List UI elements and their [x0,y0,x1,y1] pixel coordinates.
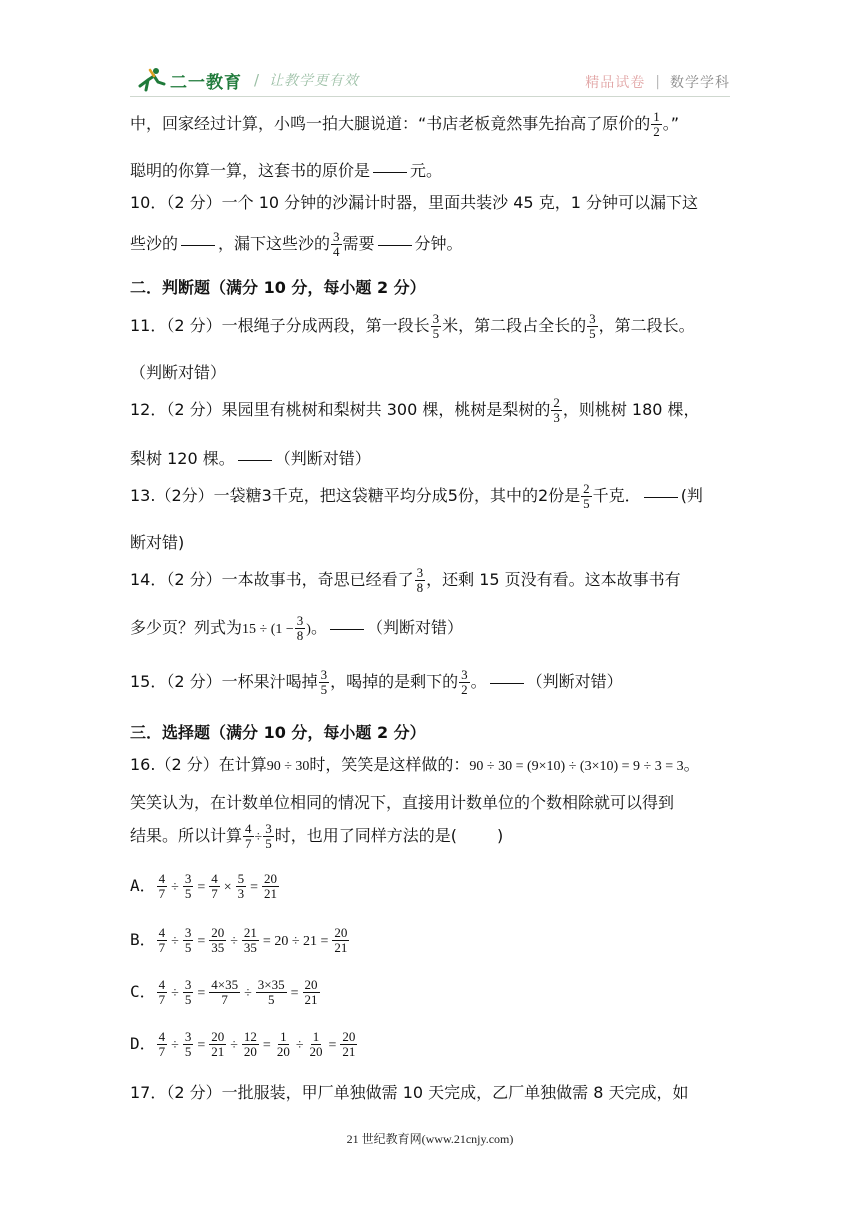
question-9-line-2 [130,158,442,181]
math-expression: 90 ÷ 30 = (9×10) ÷ (3×10) = 9 ÷ 3 = 3 [469,759,684,774]
answer-blank[interactable] [181,244,215,246]
math-operator: = [197,880,206,895]
fraction: $\frac{4\times 35}{7}$ [211,977,239,1007]
question-16-line-1 [130,752,700,775]
text: 千克． [592,486,641,505]
fraction: $\frac{1}{20}$ [309,1029,323,1059]
option-a[interactable] [130,872,280,901]
logo [136,66,359,94]
math-operator: = [250,880,259,895]
question-12-line-2 [130,446,371,469]
text: （判断对错） [366,618,463,637]
text: （判断对错） [526,672,623,691]
math-operator: ÷ [295,1038,304,1053]
header-right [585,72,730,92]
fraction: $\frac{20}{35}$ [211,925,225,955]
fraction: $\frac{4}{7}$ [158,1029,166,1059]
math-operator: ÷ [244,986,252,1001]
math-operator: ÷ [171,934,179,949]
text: 些沙的 [130,234,179,253]
divider: / [254,71,260,89]
fraction: $\frac{5}{3}$ [237,871,245,901]
question-13-line-2: 断对错) [130,533,185,552]
page-footer: 21 世纪教育网(www.21cnjy.com) [346,1132,514,1146]
text: ，喝掉的是剩下的 [330,672,459,691]
fraction: $\frac{2}{3}$ [553,395,560,425]
fraction: $\frac{3}{5}$ [320,667,328,697]
option-d[interactable] [130,1030,358,1059]
text: 梨树 120 棵。 [130,449,235,468]
math-operator: = 20 ÷ 21 = [262,934,329,949]
fraction: $\frac{4}{7}$ [158,871,166,901]
text: （判断对错） [274,449,371,468]
text: 。” [662,114,680,133]
text: ，漏下这些沙的 [218,234,331,253]
header-rule [130,96,730,97]
question-14-line-2 [130,614,463,643]
math-expression: 90 ÷ 30 [266,759,310,774]
fraction: $\frac{4}{7}$ [245,821,252,851]
math-expression: 15 ÷ (1 − [242,622,294,637]
brand-name: 二一教育 [170,72,242,93]
page-header [130,64,730,100]
question-12-line-1 [130,396,700,425]
question-14-line-1 [130,566,681,595]
fraction: $\frac{1}{2}$ [653,109,660,139]
answer-blank[interactable] [644,496,678,498]
text: 14．（2 分）一本故事书，奇思已经看了 [130,570,414,589]
math-operator: = [262,1038,271,1053]
text: 13.（2分）一袋糖3千克，把这袋糖平均分成5份，其中的2份是 [130,486,581,505]
text: 。 [683,755,700,774]
fraction: $\frac{3}{5}$ [432,311,440,341]
text: 12．（2 分）果园里有桃树和梨树共 300 棵，桃树是梨树的 [130,400,551,419]
question-11-line-1 [130,312,695,341]
text: 需要 [342,234,375,253]
text: 聪明的你算一算，这套书的原价是 [130,161,371,180]
text: 米，第二段占全长的 [442,316,587,335]
question-11-line-2: （判断对错） [130,363,227,382]
answer-blank[interactable] [490,682,524,684]
fraction: $\frac{2}{5}$ [583,481,590,511]
fraction: $\frac{3}{5}$ [265,821,272,851]
math-operator: = [197,986,206,1001]
math-operator: = [197,1038,206,1053]
header-label-premium: 精品试卷 [585,75,646,91]
fraction: $\frac{3}{4}$ [333,229,340,259]
fraction: $\frac{3}{8}$ [296,613,304,643]
text: 结果。所以计算 [130,826,243,845]
fraction: $\frac{3}{5}$ [184,977,192,1007]
text: 。 [310,618,327,637]
math-operator: ÷ [230,934,238,949]
question-17-line-1: 17．（2 分）一批服装，甲厂单独做需 10 天完成，乙厂单独做需 8 天完成，如 [130,1083,689,1102]
fraction: $\frac{20}{21}$ [264,871,278,901]
question-16-line-3 [130,822,503,851]
fraction: $\frac{12}{20}$ [243,1029,257,1059]
text: 中，回家经过计算，小鸣一拍大腿说道：“书店老板竟然事先抬高了原价的 [130,114,651,133]
question-10-line-1: 10．（2 分）一个 10 分钟的沙漏计时器，里面共装沙 45 克，1 分钟可以漏下这 [130,193,698,212]
text: 。 [470,672,487,691]
text: 16.（2 分）在计算 [130,755,267,774]
option-label: D． [130,1034,156,1053]
option-b[interactable] [130,926,350,955]
question-16-line-2: 笑笑认为，在计数单位相同的情况下，直接用计数单位的个数相除就可以得到 [130,793,675,812]
fraction: $\frac{3}{5}$ [184,871,192,901]
math-operator: = [197,934,206,949]
fraction: $\frac{3}{2}$ [461,667,468,697]
answer-blank[interactable] [330,628,364,630]
answer-blank[interactable] [378,244,412,246]
option-label: C． [130,982,156,1001]
fraction: $\frac{3}{5}$ [589,311,596,341]
text: 时，也用了同样方法的是( [274,826,457,845]
fraction: $\frac{3\times 35}{5}$ [257,977,285,1007]
text: ，第二段长。 [598,316,695,335]
fraction: $\frac{4}{7}$ [158,925,166,955]
math-expression: ) [306,622,311,637]
answer-blank[interactable] [373,171,407,173]
fraction: $\frac{1}{20}$ [276,1029,290,1059]
fraction: $\frac{3}{5}$ [184,925,192,955]
text: 分钟。 [414,234,463,253]
slogan: 让教学更有效 [269,73,360,89]
math-operator: ÷ [171,1038,179,1053]
runner-logo-icon [136,66,166,94]
section-heading-judgment: 二．判断题（满分 10 分，每小题 2 分） [130,278,426,297]
text: 11．（2 分）一根绳子分成两段，第一段长 [130,316,430,335]
text: ，则桃树 180 棵， [562,400,700,419]
math-operator: = [328,1038,337,1053]
math-operator: × [223,880,232,895]
text: ) [496,826,504,845]
text: ，还剩 15 页没有看。这本故事书有 [426,570,681,589]
divider: | [655,74,660,90]
fraction: $\frac{20}{21}$ [211,1029,225,1059]
fraction: $\frac{21}{35}$ [243,925,257,955]
text: 时，笑笑是这样做的： [309,755,470,774]
fraction: $\frac{4}{7}$ [211,871,218,901]
text: 15．（2 分）一杯果汁喝掉 [130,672,318,691]
question-13-line-1 [130,482,703,511]
fraction: $\frac{3}{5}$ [184,1029,192,1059]
fraction: $\frac{20}{21}$ [342,1029,356,1059]
section-heading-choice: 三．选择题（满分 10 分，每小题 2 分） [130,723,426,742]
math-operator: ÷ [254,830,263,845]
option-c[interactable] [130,978,321,1007]
answer-blank[interactable] [238,459,272,461]
fraction: $\frac{4}{7}$ [158,977,166,1007]
math-operator: ÷ [230,1038,238,1053]
fraction: $\frac{20}{21}$ [334,925,348,955]
question-10-line-2 [130,230,463,259]
option-label: A． [130,876,156,895]
text: 元。 [410,161,443,180]
math-operator: ÷ [171,880,179,895]
text: 多少页？列式为 [130,618,243,637]
question-15-line-1 [130,668,623,697]
text: (判 [680,486,703,505]
fraction: $\frac{20}{21}$ [304,977,318,1007]
fraction: $\frac{3}{8}$ [416,565,424,595]
math-operator: = [290,986,299,1001]
option-label: B． [130,930,156,949]
question-9-line-1 [130,110,679,139]
header-label-subject: 数学学科 [670,75,730,91]
math-operator: ÷ [171,986,179,1001]
